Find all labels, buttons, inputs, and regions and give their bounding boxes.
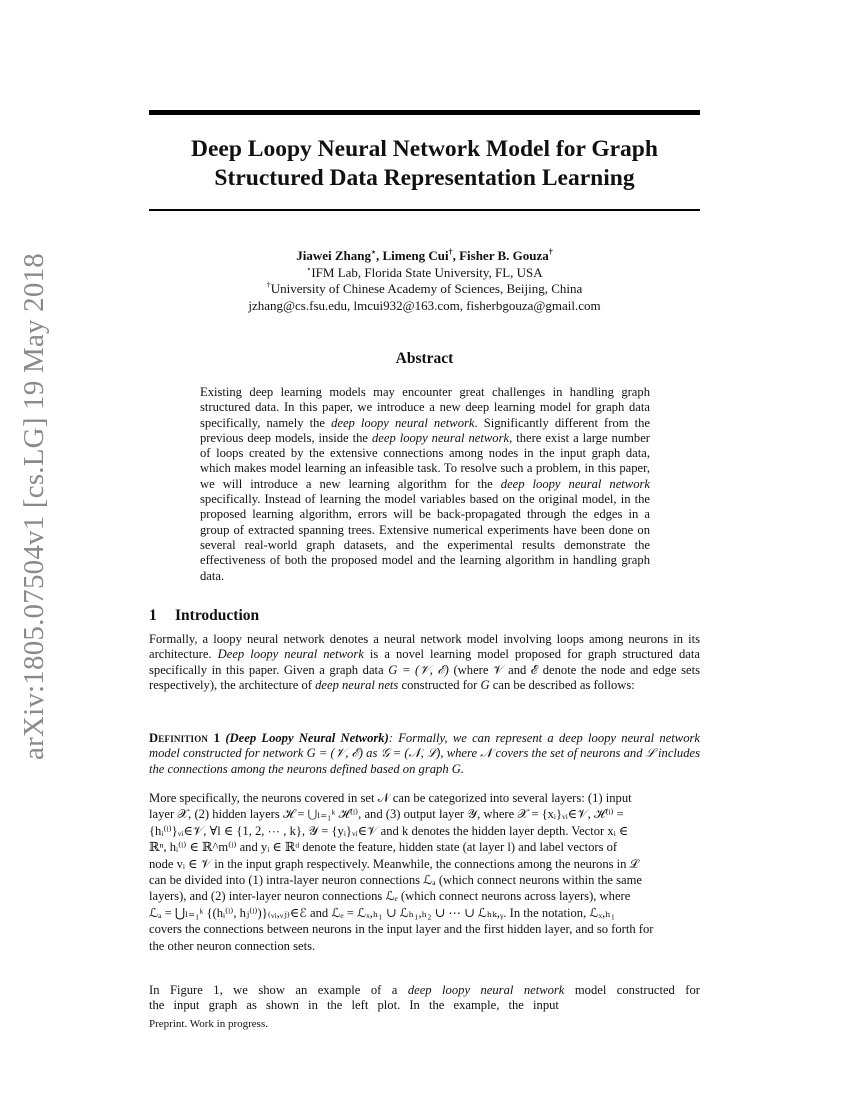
paragraph-emphasis: deep neural nets [315,678,399,693]
abstract-emphasis: deep loopy neural network [331,415,475,430]
author-name: Jiawei Zhang [296,248,371,263]
paper-title: Deep Loopy Neural Network Model for Graph Structured Data Representation Learning [191,136,658,191]
definition-text: : Formally, we can represent a deep loopy neural network model constructed for network G = (𝒱, ℰ) as 𝒢 = (𝒩, ℒ), where 𝒩 covers the set of neurons and ℒ includes the connections among the neurons defined based on graph G. [149,731,700,776]
abstract-text: . Significantly different from the previous deep models, inside the [200,415,650,445]
arxiv-stamp-text: arXiv:1805.07504v1 [cs.LG] 19 May 2018 [17,252,50,760]
paragraph-text: (where 𝒱 and ℰ denote the node and edge sets respectively), the architecture of [149,662,700,693]
author-emails: jzhang@cs.fsu.edu, lmcui932@163.com, fisherbgouza@gmail.com [248,297,601,313]
paragraph-text: model constructed for the input graph as shown in the left plot. In the example, the input [149,983,700,1013]
abstract-text: Existing deep learning models may encounter great challenges in handling graph structured data. In this paper, we introduce a new deep learning model for graph data specifically, namely the [200,385,650,430]
paragraph-line: More specifically, the neurons covered in set 𝒩 can be categorized into several layers: (1) input [149,791,632,805]
affiliation-text: IFM Lab, Florida State University, FL, USA [311,264,543,280]
affiliation-mark: † [266,280,271,290]
arxiv-identifier-stamp [12,252,56,760]
inline-math: G = (𝒱, ℰ) [388,662,449,677]
section-heading-introduction [149,607,259,625]
paragraph-line: node vᵢ ∈ 𝒱 in the input graph respectively. Meanwhile, the connections among the neurons in ℒ [149,856,639,871]
paragraph-line: layer 𝒳, (2) hidden layers ℋ = ⋃ₗ₌₁ᵏ ℋ⁽ˡ⁾, and (3) output layer 𝒴, where 𝒳 = {xᵢ}ᵥᵢ∈𝒱, ℋ⁽ˡ⁾ = [149,807,624,822]
paragraph-line: the other neuron connection sets. [149,938,316,953]
author-name: Limeng Cui [382,248,449,263]
paragraph-text: constructed for [398,678,481,693]
author-block [149,248,700,314]
preprint-footnote: Preprint. Work in progress. [149,1018,268,1030]
paragraph-line: can be divided into (1) intra-layer neuron connections ℒₐ (which connect neurons within the same [149,873,643,888]
abstract-heading: Abstract [395,350,454,367]
paragraph-emphasis: deep loopy neural network [407,983,565,997]
author-mark: † [448,247,453,257]
affiliation [149,265,700,282]
paragraph-line: layers), and (2) inter-layer neuron connections ℒₑ (which connect neurons across layers), where [149,889,631,904]
affiliation-mark: ⋆ [306,264,312,274]
affiliation-text: University of Chinese Academy of Sciences, Beijing, China [270,281,583,296]
abstract-text: , there exist a large number of loops created by the extensive connections among nodes in the input graph data, which makes model learning an infeasible task. To resolve such a problem, in this paper, we will introduce a new learning algorithm for the [200,430,650,491]
title-top-rule [149,110,700,115]
abstract-text: specifically. Instead of learning the model variables based on the original model, in the proposed learning algorithm, errors will be back-propagated through the edges in a group of extracted spanning trees. Extensive numerical experiments have been done on several real-world graph datasets, and the experimental results demonstrate the effectiveness of both the proposed model and the learning algorithm in handling graph data. [200,492,650,583]
section-title: Introduction [175,607,260,624]
author-name: Fisher B. Gouza [459,248,549,263]
affiliation [149,281,700,298]
paragraph-line: covers the connections between neurons in the input layer and the first hidden layer, and so forth for [149,922,654,937]
intro-paragraph-1 [149,632,700,694]
definition-term: (Deep Loopy Neural Network) [225,731,389,745]
section-number: 1 [149,607,157,624]
intro-paragraph-3 [149,983,700,1014]
abstract-body [200,385,650,584]
paragraph-line: ℝⁿ, hᵢ⁽ˡ⁾ ∈ ℝ^m⁽ˡ⁾ and yᵢ ∈ ℝᵈ denote the feature, hidden state (at layer l) and label vectors of [149,840,618,855]
paragraph-text: Formally, a loopy neural network denotes a neural network model involving loops among neurons in its architecture. [149,632,700,662]
intro-paragraph-2 [149,790,700,954]
abstract-emphasis: deep loopy neural network [371,430,510,445]
paragraph-line: {hᵢ⁽ˡ⁾}ᵥᵢ∈𝒱, ∀l ∈ {1, 2, ⋯ , k}, 𝒴 = {yᵢ}ᵥᵢ∈𝒱 and k denotes the hidden layer depth. Vector xᵢ ∈ [149,823,629,838]
author-names: Jiawei Zhang⋆, Limeng Cui†, Fisher B. Gouza† [296,247,553,263]
abstract-emphasis: deep loopy neural network [500,476,650,491]
inline-math: G [480,678,490,693]
definition-1 [149,731,700,777]
paragraph-emphasis: Deep loopy neural network [217,647,364,662]
paragraph-text: is a novel learning model proposed for graph structured data specifically in this paper. Given a graph data [149,647,700,677]
definition-label: Definition 1 [149,731,221,745]
paragraph-text: can be described as follows: [489,678,635,693]
author-mark: ⋆ [370,247,376,257]
paragraph-text: In Figure 1, we show an example of a [149,983,408,997]
title-bottom-rule [149,209,700,211]
paragraph-line: ℒₐ = ⋃ₗ₌₁ᵏ {(hᵢ⁽ˡ⁾, hⱼ⁽ˡ⁾)}₍ᵥᵢ,ᵥⱼ₎∈ℰ and ℒₑ = ℒₓ,ₕ₁ ∪ ℒₕ₁,ₕ₂ ∪ ⋯ ∪ ℒₕₖ,ᵧ. In the notation, ℒₓ,ₕ₁ [149,905,616,920]
author-mark: † [548,247,553,257]
